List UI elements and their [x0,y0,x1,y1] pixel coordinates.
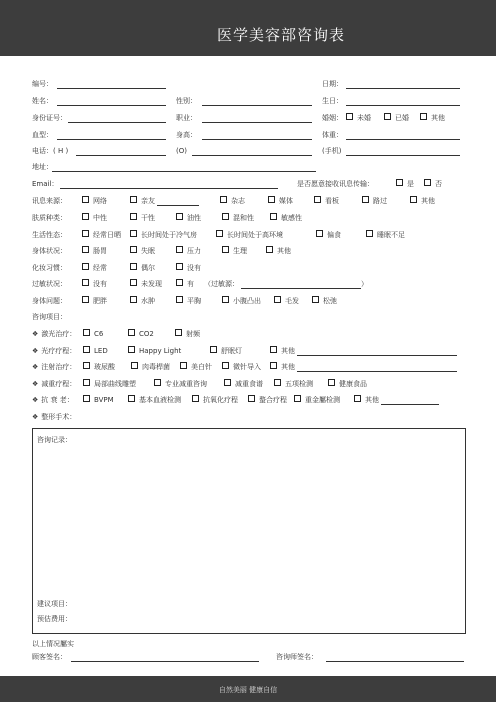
checkbox[interactable] [175,329,182,336]
option[interactable]: 水肿 [130,296,155,306]
receive-yes[interactable]: 是 [396,179,414,189]
option[interactable]: 小腹凸出 [222,296,261,306]
receive-question: 是否愿意接收讯息传输： [297,180,374,188]
email-line[interactable] [60,188,278,189]
mobile-line[interactable] [346,155,460,156]
weight-label: 体重： [322,131,343,139]
blood-label: 血型： [32,131,53,139]
header-bar [0,0,496,56]
checkbox[interactable] [362,196,369,203]
client-sign-label: 顾客签名： [32,653,67,661]
diamond-bullet-icon: ❖ [32,330,39,338]
option[interactable]: 敏感性 [270,213,302,223]
serial-label: 编号： [32,80,53,88]
consultant-sign-line[interactable] [326,661,464,662]
option[interactable]: 睡眠不足 [366,230,405,240]
option[interactable]: 网络 [82,196,107,206]
option[interactable]: 压力 [176,246,201,256]
diamond-bullet-icon: ❖ [32,363,39,371]
email-label: Email： [32,180,59,188]
client-sign-line[interactable] [71,661,259,662]
marriage-opt[interactable]: 已婚 [384,113,409,123]
checkbox[interactable] [154,379,161,386]
mobile-label: (手机) [322,147,342,155]
checkbox[interactable] [82,296,89,303]
footer-slogan: 自然美丽 健康自信 [218,686,278,694]
option[interactable]: 健康食品 [328,379,367,389]
checkbox[interactable] [216,230,223,237]
body-status-row: 身体状况： 肠胃 失眠 压力 生理 其他 [32,247,291,255]
option[interactable]: 肠胃 [82,246,107,256]
checkbox[interactable] [210,346,217,353]
birthday-line[interactable] [346,105,460,106]
option[interactable]: 专业减重咨询 [154,379,207,389]
suggest-label: 建议项目： [37,600,72,608]
allergy-row: 过敏状况： 没有 未发现 有 （过敏源： ） [32,280,368,288]
weight-line[interactable] [346,139,460,140]
checkbox[interactable] [128,329,135,336]
consult-title: 咨询项目： [32,313,67,321]
checkbox[interactable] [82,196,89,203]
checkbox[interactable] [316,230,323,237]
weight-loss-row: ❖ 减重疗程： 局部曲线雕塑 专业减重咨询 减重食谱 五项检测 健康食品 [32,380,367,388]
phone-h-line[interactable] [76,155,166,156]
address-line[interactable] [52,171,316,172]
checkbox[interactable] [128,346,135,353]
option[interactable]: 美白针 [180,362,212,372]
checkbox[interactable] [131,362,138,369]
phone-h-label: 电话：( H ) [32,147,69,155]
checkbox[interactable] [83,329,90,336]
option[interactable]: 没有 [82,279,107,289]
checkbox[interactable] [130,279,137,286]
checkbox[interactable] [396,179,403,186]
checkbox[interactable] [270,346,277,353]
option[interactable]: 抗氧化疗程 [192,395,238,405]
id-label: 身份证号： [32,114,67,122]
confirm-text: 以上情况屬实 [32,640,74,648]
serial-line[interactable] [57,88,166,89]
option[interactable]: 杂志 [220,196,245,206]
option[interactable]: 肉毒桿菌 [131,362,170,372]
option[interactable]: 油性 [176,213,201,223]
checkbox[interactable] [176,263,183,270]
height-label: 身高： [176,131,197,139]
checkbox[interactable] [424,179,431,186]
option[interactable]: 偏食 [316,230,341,240]
option[interactable]: 其他 [270,362,457,372]
anti-aging-row: ❖ 抗 衰 老： BVPM 基本血液检测 抗氧化疗程 螯合疗程 重金屬检测 其他 [32,395,74,405]
name-label: 姓名： [32,97,53,105]
checkbox[interactable] [176,213,183,220]
option[interactable]: 长时间处于冷气房 [130,230,197,240]
diamond-bullet-icon: ❖ [32,347,39,355]
gender-label: 性别： [176,97,197,105]
injection-row: ❖ 注射治疗： 玻尿酸 肉毒桿菌 美白针 微针导入 其他 [32,362,76,372]
option[interactable]: 射频 [175,329,200,339]
gender-line[interactable] [202,105,312,106]
lifestyle-row: 生活性态： 经常日晒 长时间处于冷气房 长时间处于高环境 偏食 睡眠不足 [32,231,405,239]
checkbox[interactable] [82,230,89,237]
checkbox[interactable] [192,395,199,402]
checkbox[interactable] [222,296,229,303]
option[interactable]: 路过 [362,196,387,206]
surgery-row: ❖ 整形手术： [32,413,77,421]
name-line[interactable] [57,105,166,106]
checkbox[interactable] [384,113,391,120]
fill-line[interactable] [157,197,199,206]
option[interactable]: 混和性 [222,213,254,223]
job-label: 职业： [176,114,197,122]
option[interactable]: CO2 [128,329,154,339]
checkbox[interactable] [354,395,361,402]
option[interactable]: 有 [176,279,194,289]
checkbox[interactable] [176,279,183,286]
id-line[interactable] [68,122,166,123]
checkbox[interactable] [83,379,90,386]
option[interactable]: 重金屬检测 [294,395,340,405]
blood-line[interactable] [57,139,166,140]
option[interactable]: 干性 [130,213,155,223]
checkbox[interactable] [420,113,427,120]
checkbox[interactable] [224,379,231,386]
fill-line[interactable] [297,347,457,356]
option[interactable]: 偶尔 [130,263,155,273]
checkbox[interactable] [83,362,90,369]
consultant-sign-label: 咨询师签名： [276,653,318,661]
phone-o-label: (O) [176,147,187,155]
option[interactable]: 减重食谱 [224,379,263,389]
checkbox[interactable] [222,213,229,220]
checkbox[interactable] [274,379,281,386]
checkbox[interactable] [248,395,255,402]
option[interactable]: 经常 [82,263,107,273]
option[interactable]: 肥胖 [82,296,107,306]
receive-no[interactable]: 否 [424,179,442,189]
option[interactable]: 玻尿酸 [83,362,115,372]
option[interactable]: 平胸 [176,296,201,306]
date-label: 日期： [322,80,343,88]
checkbox[interactable] [222,246,229,253]
checkbox[interactable] [82,279,89,286]
checkbox[interactable] [176,296,183,303]
checkbox[interactable] [366,230,373,237]
option[interactable]: 看板 [314,196,339,206]
option[interactable]: 舒眠灯 [210,346,242,356]
checkbox[interactable] [180,362,187,369]
checkbox[interactable] [294,395,301,402]
allergen-line[interactable] [241,280,361,289]
diamond-bullet-icon: ❖ [32,380,39,388]
consult-record-box[interactable] [32,428,466,634]
option[interactable]: 其他 [266,246,291,256]
option[interactable]: 中性 [82,213,107,223]
option[interactable]: 其他 [410,196,435,206]
option[interactable]: 没有 [176,263,201,273]
checkbox[interactable] [410,196,417,203]
checkbox[interactable] [130,230,137,237]
info-source-row: 讯息来源： 网络 亲友 杂志 媒体 看板 路过 其他 [32,197,435,205]
option[interactable]: 亲友 [130,196,199,206]
skin-type-row: 肤质种类： 中性 干性 油性 混和性 敏感性 [32,214,302,222]
option[interactable]: BVPM [83,395,114,405]
job-line[interactable] [202,122,312,123]
option[interactable]: C6 [83,329,103,339]
phone-o-line[interactable] [192,155,312,156]
checkbox[interactable] [266,246,273,253]
checkbox[interactable] [346,113,353,120]
option[interactable]: 螯合疗程 [248,395,287,405]
option[interactable]: 五项检测 [274,379,313,389]
checkbox[interactable] [222,362,229,369]
option[interactable]: 长时间处于高环境 [216,230,283,240]
checkbox[interactable] [328,379,335,386]
laser-row: ❖ 激光治疗： C6 CO2 射频 [32,330,200,338]
option[interactable]: 其他 [354,395,439,405]
marriage-opt[interactable]: 未婚 [346,113,371,123]
diamond-bullet-icon: ❖ [32,396,39,404]
option[interactable]: 生理 [222,246,247,256]
option[interactable]: Happy Light [128,346,181,356]
checkbox[interactable] [130,213,137,220]
option[interactable]: 未发现 [130,279,162,289]
checkbox[interactable] [82,213,89,220]
option[interactable]: 基本血液检测 [128,395,181,405]
makeup-row: 化妆习惯： 经常 偶尔 没有 [32,264,201,272]
checkbox[interactable] [314,196,321,203]
address-label: 地址： [32,163,53,171]
date-line[interactable] [346,88,460,89]
checkbox[interactable] [130,296,137,303]
checkbox[interactable] [312,296,319,303]
allergen-field[interactable]: （过敏源： ） [204,280,368,288]
marriage-label: 婚姻： [322,114,343,122]
height-line[interactable] [202,139,312,140]
checkbox[interactable] [128,395,135,402]
fill-line[interactable] [381,396,439,405]
checkbox[interactable] [82,263,89,270]
birthday-label: 生日： [322,97,343,105]
checkbox[interactable] [268,196,275,203]
fee-label: 预估费用： [37,615,72,623]
footer-bar [0,676,496,702]
checkbox[interactable] [130,263,137,270]
option[interactable]: 松弛 [312,296,337,306]
checkbox[interactable] [130,246,137,253]
marriage-opt[interactable]: 其他 [420,113,445,123]
checkbox[interactable] [130,196,137,203]
option[interactable]: 局部曲线雕塑 [83,379,136,389]
body-problem-row: 身体问题： 肥胖 水肿 平胸 小腹凸出 毛发 松弛 [32,297,337,305]
diamond-bullet-icon: ❖ [32,413,39,421]
option[interactable]: 毛发 [274,296,299,306]
checkbox[interactable] [176,246,183,253]
checkbox[interactable] [220,196,227,203]
page-title: 医学美容部咨询表 [216,26,345,44]
checkbox[interactable] [270,362,277,369]
checkbox[interactable] [270,213,277,220]
checkbox[interactable] [274,296,281,303]
checkbox[interactable] [83,346,90,353]
option[interactable]: 媒体 [268,196,293,206]
option[interactable]: 微针导入 [222,362,261,372]
option[interactable]: 其他 [270,346,457,356]
option[interactable]: 失眠 [130,246,155,256]
option[interactable]: 经常日晒 [82,230,121,240]
fill-line[interactable] [297,363,457,372]
option[interactable]: LED [83,346,108,356]
record-label: 咨询记录： [37,436,72,444]
light-row: ❖ 光疗疗程： LED Happy Light 舒眠灯 其他 [32,346,76,356]
checkbox[interactable] [82,246,89,253]
checkbox[interactable] [83,395,90,402]
